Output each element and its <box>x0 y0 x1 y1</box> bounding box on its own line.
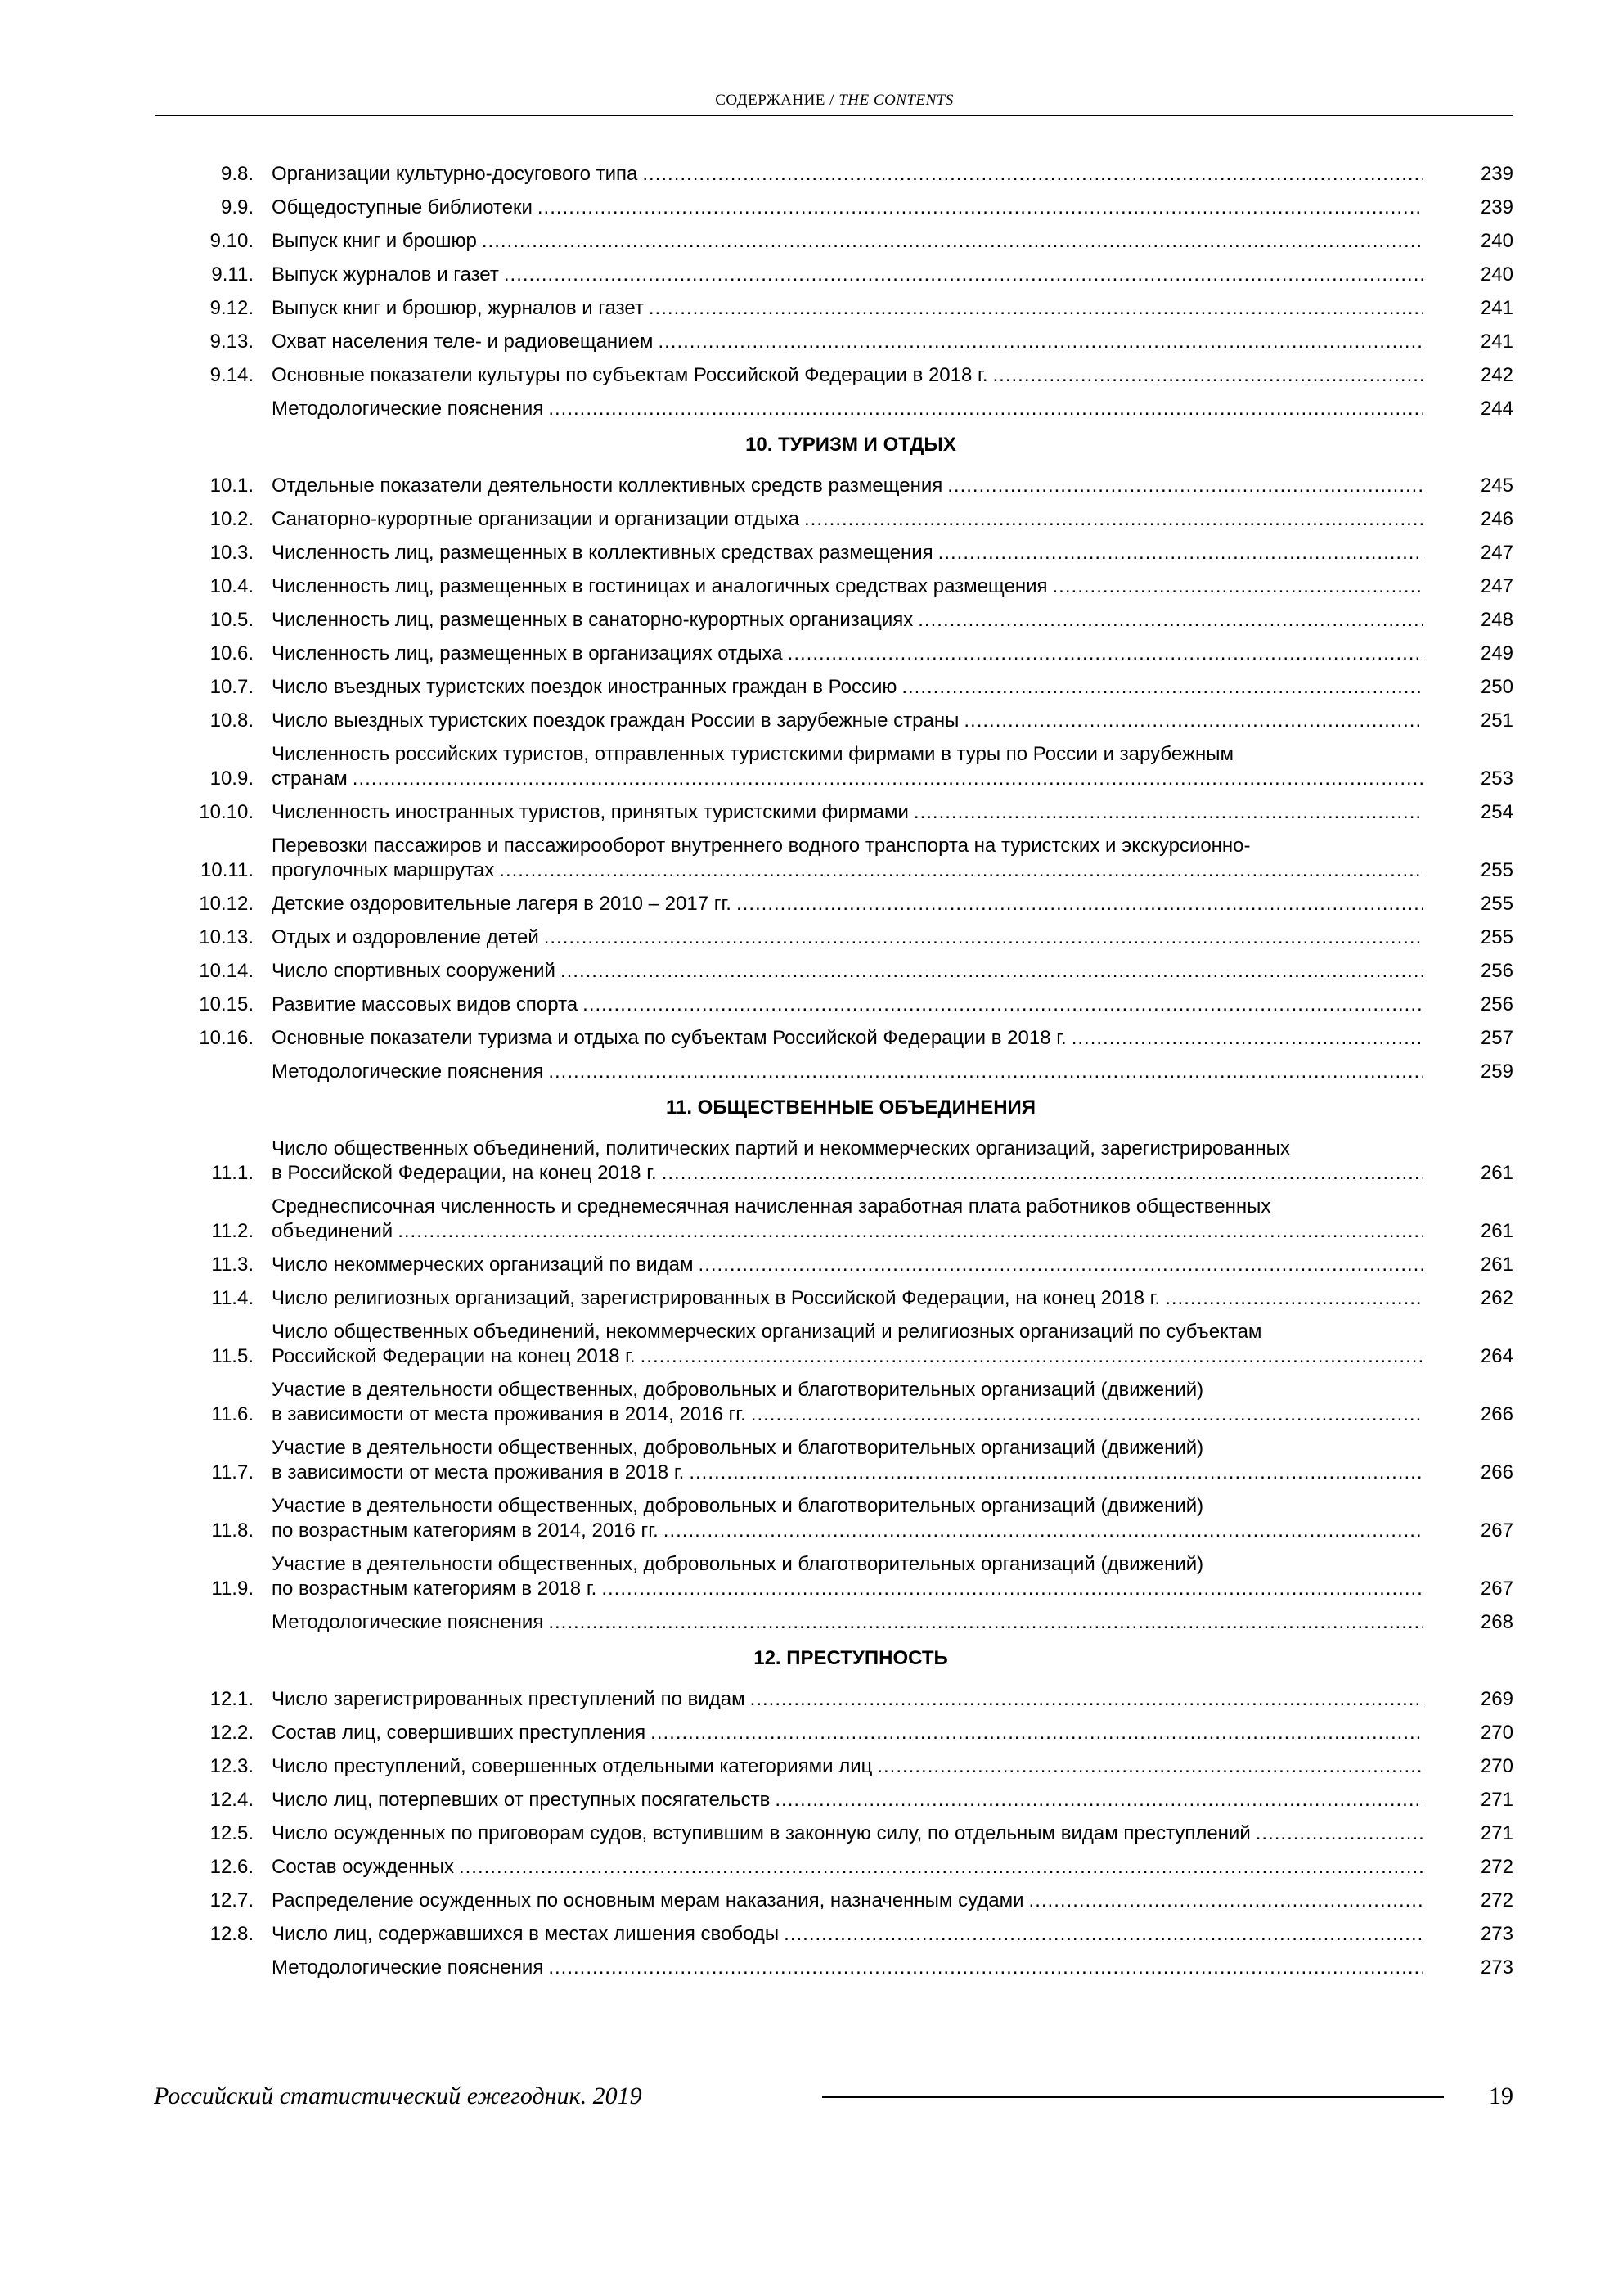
entry-page-number: 266 <box>1480 1461 1513 1483</box>
toc-entry[interactable] <box>155 675 1513 700</box>
entry-page-number: 248 <box>1480 609 1513 631</box>
entry-title-line: Российской Федерации на конец 2018 г. <box>272 1345 636 1367</box>
entry-title-line: Число зарегистрированных преступлений по видам <box>272 1688 745 1710</box>
dot-leader <box>459 1855 1423 1880</box>
entry-title-line: Число осужденных по приговорам судов, вступившим в законную силу, по отдельным видам преступлений <box>272 1822 1251 1844</box>
entry-title <box>272 1956 1423 1980</box>
dot-leader <box>353 767 1423 791</box>
entry-title-line: Число выездных туристских поездок граждан России в зарубежные страны <box>272 709 960 732</box>
dot-leader <box>642 162 1423 187</box>
entry-title <box>272 1610 1423 1635</box>
dot-leader <box>398 1219 1423 1244</box>
toc-entry[interactable] <box>155 330 1513 354</box>
dot-leader <box>699 1253 1423 1277</box>
entry-number: 11.8. <box>211 1519 254 1542</box>
entry-title-line: Распределение осужденных по основным мерам наказания, назначенным судами <box>272 1889 1024 1911</box>
entry-title-line: Методологические пояснения <box>272 1060 544 1083</box>
toc-entry[interactable] <box>155 397 1513 421</box>
entry-title <box>272 1922 1423 1947</box>
dot-leader <box>548 1060 1423 1084</box>
toc-entry[interactable] <box>155 1721 1513 1745</box>
section-heading: 11. ОБЩЕСТВЕННЫЕ ОБЪЕДИНЕНИЯ <box>665 1096 1036 1119</box>
entry-page-number: 261 <box>1480 1254 1513 1276</box>
toc-entry[interactable] <box>155 1436 1513 1485</box>
entry-title <box>272 959 1423 984</box>
entry-title-line: Выпуск книг и брошюр, журналов и газет <box>272 297 644 319</box>
toc-entry[interactable] <box>155 1195 1513 1244</box>
entry-title <box>272 1552 1423 1601</box>
entry-number: 11.7. <box>211 1461 254 1483</box>
entry-number: 10.13. <box>199 926 254 948</box>
toc-entry[interactable] <box>155 196 1513 220</box>
entry-page-number: 272 <box>1480 1889 1513 1911</box>
entry-number: 10.11. <box>200 859 254 881</box>
toc-entry[interactable] <box>155 800 1513 825</box>
entry-title-line: объединений <box>272 1220 393 1242</box>
dot-leader <box>1053 574 1423 599</box>
entry-title <box>272 834 1423 883</box>
toc-entry[interactable] <box>155 507 1513 532</box>
entry-page-number: 240 <box>1480 230 1513 252</box>
entry-page-number: 255 <box>1480 926 1513 948</box>
entry-title-line: по возрастным категориям в 2018 г. <box>272 1578 597 1600</box>
entry-number: 10.12. <box>199 893 254 915</box>
entry-number: 10.8. <box>209 709 254 732</box>
toc-entry[interactable] <box>155 363 1513 388</box>
entry-page-number: 249 <box>1480 642 1513 664</box>
header-en: THE CONTENTS <box>838 92 954 109</box>
toc-entry[interactable] <box>155 1788 1513 1812</box>
toc-entry[interactable] <box>155 1026 1513 1051</box>
entry-page-number: 267 <box>1480 1578 1513 1600</box>
entry-number: 9.8. <box>220 163 254 185</box>
entry-title <box>272 1721 1423 1745</box>
entry-page-number: 257 <box>1480 1027 1513 1049</box>
entry-title-line: прогулочных маршрутах <box>272 859 495 881</box>
dot-leader <box>914 800 1423 825</box>
entry-title-line: Отдых и оздоровление детей <box>272 926 539 948</box>
entry-page-number: 246 <box>1480 508 1513 530</box>
entry-page-number: 259 <box>1480 1060 1513 1083</box>
entry-page-number: 255 <box>1480 859 1513 881</box>
entry-number: 10.5. <box>209 609 254 631</box>
entry-page-number: 261 <box>1480 1220 1513 1242</box>
dot-leader <box>658 330 1423 354</box>
entry-page-number: 271 <box>1480 1822 1513 1844</box>
entry-title-line: Санаторно-курортные организации и организации отдыха <box>272 508 799 530</box>
entry-title <box>272 229 1423 254</box>
entry-title-line: Число общественных объединений, некоммерческих организаций и религиозных организаций по субъектам <box>272 1321 1262 1343</box>
entry-number: 12.8. <box>209 1923 254 1945</box>
entry-page-number: 247 <box>1480 575 1513 597</box>
dot-leader <box>544 925 1423 950</box>
entry-page-number: 251 <box>1480 709 1513 732</box>
entry-title-line: Основные показатели туризма и отдыха по субъектам Российской Федерации в 2018 г. <box>272 1027 1067 1049</box>
toc-entry[interactable] <box>155 925 1513 950</box>
entry-number: 9.10. <box>209 230 254 252</box>
entry-title <box>272 1855 1423 1880</box>
entry-title <box>272 1788 1423 1812</box>
entry-title <box>272 1687 1423 1712</box>
dot-leader <box>877 1754 1423 1779</box>
entry-title-line: Отдельные показатели деятельности коллективных средств размещения <box>272 475 943 497</box>
toc-entry[interactable] <box>155 1889 1513 1913</box>
entry-title <box>272 1137 1423 1186</box>
header-ru: СОДЕРЖАНИЕ / <box>715 92 834 109</box>
entry-number: 10.15. <box>199 993 254 1015</box>
entry-page-number: 244 <box>1480 398 1513 420</box>
dot-leader <box>582 993 1423 1017</box>
entry-title <box>272 474 1423 498</box>
entry-title-line: Численность лиц, размещенных в коллективных средствах размещения <box>272 542 933 564</box>
toc-entry[interactable] <box>155 1821 1513 1846</box>
entry-number: 9.14. <box>209 364 254 386</box>
dot-leader <box>650 1721 1423 1745</box>
entry-page-number: 255 <box>1480 893 1513 915</box>
entry-title-line: Методологические пояснения <box>272 1611 544 1633</box>
entry-title-line: Развитие массовых видов спорта <box>272 993 578 1015</box>
entry-title-line: Основные показатели культуры по субъектам Российской Федерации в 2018 г. <box>272 364 988 386</box>
toc-entry[interactable] <box>155 1922 1513 1947</box>
entry-title <box>272 196 1423 220</box>
dot-leader <box>1072 1026 1423 1051</box>
entry-page-number: 273 <box>1480 1923 1513 1945</box>
entry-page-number: 267 <box>1480 1519 1513 1542</box>
toc-entry[interactable] <box>155 1286 1513 1311</box>
toc-entry[interactable] <box>155 1754 1513 1779</box>
dot-leader <box>918 608 1423 633</box>
entry-number: 10.6. <box>209 642 254 664</box>
dot-leader <box>1256 1821 1423 1846</box>
entry-page-number: 262 <box>1480 1287 1513 1309</box>
entry-page-number: 240 <box>1480 263 1513 286</box>
footer-title: Российский статистический ежегодник. 2019 <box>154 2082 642 2109</box>
dot-leader <box>750 1687 1423 1712</box>
entry-number: 12.3. <box>209 1755 254 1777</box>
dot-leader <box>736 892 1423 916</box>
entry-number: 9.13. <box>209 331 254 353</box>
entry-number: 10.14. <box>199 960 254 982</box>
entry-title <box>272 1494 1423 1543</box>
entry-title-line: Методологические пояснения <box>272 398 544 420</box>
toc-entry[interactable] <box>155 1494 1513 1543</box>
entry-title-line: Выпуск книг и брошюр <box>272 230 477 252</box>
entry-title <box>272 263 1423 287</box>
entry-number: 11.2. <box>211 1220 254 1242</box>
entry-title <box>272 1754 1423 1779</box>
entry-title <box>272 363 1423 388</box>
entry-title <box>272 675 1423 700</box>
entry-number: 11.3. <box>211 1254 254 1276</box>
entry-title <box>272 925 1423 950</box>
entry-title <box>272 296 1423 321</box>
dot-leader <box>784 1922 1423 1947</box>
entry-title <box>272 574 1423 599</box>
entry-title <box>272 507 1423 532</box>
toc-entry[interactable] <box>155 1956 1513 1980</box>
entry-page-number: 250 <box>1480 676 1513 698</box>
dot-leader <box>649 296 1423 321</box>
dot-leader <box>537 196 1423 220</box>
dot-leader <box>947 474 1423 498</box>
entry-number: 12.6. <box>209 1856 254 1878</box>
entry-title <box>272 1060 1423 1084</box>
entry-title-line: Среднесписочная численность и среднемесячная начисленная заработная плата работников общественных <box>272 1195 1271 1218</box>
toc-entry[interactable] <box>155 1610 1513 1635</box>
entry-number: 9.9. <box>220 196 254 218</box>
entry-title <box>272 1253 1423 1277</box>
toc-entry[interactable] <box>155 1552 1513 1601</box>
dot-leader <box>499 858 1423 883</box>
entry-title <box>272 608 1423 633</box>
dot-leader <box>689 1461 1423 1485</box>
entry-number: 10.16. <box>199 1027 254 1049</box>
entry-page-number: 271 <box>1480 1789 1513 1811</box>
entry-number: 11.4. <box>211 1287 254 1309</box>
entry-number: 9.12. <box>209 297 254 319</box>
entry-title <box>272 1889 1423 1913</box>
dot-leader <box>504 263 1423 287</box>
entry-title <box>272 993 1423 1017</box>
entry-page-number: 272 <box>1480 1856 1513 1878</box>
toc-entry[interactable] <box>155 959 1513 984</box>
entry-title <box>272 742 1423 791</box>
entry-title-line: Численность лиц, размещенных в гостиницах и аналогичных средствах размещения <box>272 575 1048 597</box>
entry-number: 9.11. <box>211 263 254 286</box>
entry-number: 11.9. <box>211 1578 254 1600</box>
entry-page-number: 268 <box>1480 1611 1513 1633</box>
dot-leader <box>641 1344 1423 1369</box>
entry-title <box>272 1436 1423 1485</box>
entry-title-line: Состав осужденных <box>272 1856 454 1878</box>
entry-title-line: Перевозки пассажиров и пассажирооборот внутреннего водного транспорта на туристских и экскурсионно- <box>272 835 1251 857</box>
entry-page-number: 266 <box>1480 1403 1513 1425</box>
dot-leader <box>751 1402 1423 1427</box>
dot-leader <box>901 675 1423 700</box>
toc-entry[interactable] <box>155 993 1513 1017</box>
dot-leader <box>964 709 1423 733</box>
entry-title-line: Участие в деятельности общественных, добровольных и благотворительных организаций (движений) <box>272 1437 1204 1459</box>
dot-leader <box>560 959 1423 984</box>
header-rule <box>155 115 1513 116</box>
entry-title <box>272 709 1423 733</box>
toc-entry[interactable] <box>155 608 1513 633</box>
dot-leader <box>548 1610 1423 1635</box>
entry-title-line: в Российской Федерации, на конец 2018 г. <box>272 1162 657 1184</box>
entry-number: 10.7. <box>209 676 254 698</box>
entry-page-number: 239 <box>1480 196 1513 218</box>
entry-title-line: в зависимости от места проживания в 2018 г. <box>272 1461 685 1483</box>
running-header <box>155 92 1513 110</box>
toc-entry[interactable] <box>155 296 1513 321</box>
entry-title-line: Детские оздоровительные лагеря в 2010 – 2017 гг. <box>272 893 731 915</box>
entry-number: 10.2. <box>209 508 254 530</box>
entry-title <box>272 330 1423 354</box>
dot-leader <box>663 1519 1423 1543</box>
entry-title <box>272 1821 1423 1846</box>
entry-page-number: 273 <box>1480 1956 1513 1979</box>
entry-page-number: 245 <box>1480 475 1513 497</box>
entry-number: 10.3. <box>209 542 254 564</box>
table-of-contents <box>155 162 1513 1989</box>
entry-title <box>272 642 1423 666</box>
entry-title-line: Состав лиц, совершивших преступления <box>272 1722 646 1744</box>
entry-number: 12.7. <box>209 1889 254 1911</box>
dot-leader <box>548 397 1423 421</box>
entry-page-number: 270 <box>1480 1755 1513 1777</box>
entry-title-line: Число общественных объединений, политических партий и некоммерческих организаций, зарегистрированных <box>272 1137 1290 1159</box>
entry-page-number: 270 <box>1480 1722 1513 1744</box>
page-number: 19 <box>1489 2082 1513 2109</box>
section-heading: 12. ПРЕСТУПНОСТЬ <box>753 1647 948 1669</box>
dot-leader <box>993 363 1424 388</box>
entry-number: 11.1. <box>211 1162 254 1184</box>
entry-page-number: 239 <box>1480 163 1513 185</box>
entry-number: 10.4. <box>209 575 254 597</box>
toc-entry[interactable] <box>155 742 1513 791</box>
entry-number: 10.1. <box>209 475 254 497</box>
entry-title-line: Численность российских туристов, отправленных туристскими фирмами в туры по России и зарубежным <box>272 743 1234 765</box>
section-heading: 10. ТУРИЗМ И ОТДЫХ <box>745 434 956 456</box>
entry-title <box>272 800 1423 825</box>
dot-leader <box>788 642 1423 666</box>
entry-title-line: Число лиц, потерпевших от преступных посягательств <box>272 1789 771 1811</box>
entry-title-line: Число некоммерческих организаций по видам <box>272 1254 694 1276</box>
entry-title-line: Охват населения теле- и радиовещанием <box>272 331 654 353</box>
toc-entry[interactable] <box>155 709 1513 733</box>
entry-title-line: Участие в деятельности общественных, добровольных и благотворительных организаций (движений) <box>272 1553 1204 1575</box>
toc-entry[interactable] <box>155 1378 1513 1427</box>
dot-leader <box>548 1956 1423 1980</box>
entry-title-line: Численность иностранных туристов, принятых туристскими фирмами <box>272 801 909 823</box>
toc-entry[interactable] <box>155 474 1513 498</box>
entry-title-line: Организации культурно-досугового типа <box>272 163 638 185</box>
toc-entry[interactable] <box>155 574 1513 599</box>
entry-title-line: странам <box>272 768 348 790</box>
entry-title-line: Численность лиц, размещенных в организациях отдыха <box>272 642 783 664</box>
entry-title-line: в зависимости от места проживания в 2014, 2016 гг. <box>272 1403 746 1425</box>
entry-title <box>272 892 1423 916</box>
toc-entry[interactable] <box>155 541 1513 565</box>
entry-title <box>272 1378 1423 1427</box>
dot-leader <box>938 541 1423 565</box>
toc-entry[interactable] <box>155 1687 1513 1712</box>
entry-title-line: Численность лиц, размещенных в санаторно-курортных организациях <box>272 609 914 631</box>
entry-title-line: Выпуск журналов и газет <box>272 263 499 286</box>
entry-title-line: Методологические пояснения <box>272 1956 544 1979</box>
toc-entry[interactable] <box>155 1320 1513 1369</box>
entry-number: 12.4. <box>209 1789 254 1811</box>
toc-entry[interactable] <box>155 834 1513 883</box>
entry-number: 11.6. <box>211 1403 254 1425</box>
entry-page-number: 242 <box>1480 364 1513 386</box>
dot-leader <box>1165 1286 1423 1311</box>
toc-entry[interactable] <box>155 642 1513 666</box>
toc-entry[interactable] <box>155 1137 1513 1186</box>
toc-entry[interactable] <box>155 1855 1513 1880</box>
dot-leader <box>804 507 1423 532</box>
entry-title <box>272 1286 1423 1311</box>
entry-page-number: 241 <box>1480 297 1513 319</box>
dot-leader <box>662 1161 1423 1186</box>
entry-page-number: 264 <box>1480 1345 1513 1367</box>
entry-title <box>272 1195 1423 1244</box>
entry-title <box>272 162 1423 187</box>
entry-title <box>272 1026 1423 1051</box>
entry-title-line: Число лиц, содержавшихся в местах лишения свободы <box>272 1923 780 1945</box>
entry-page-number: 254 <box>1480 801 1513 823</box>
entry-page-number: 269 <box>1480 1688 1513 1710</box>
toc-entry[interactable] <box>155 1060 1513 1084</box>
entry-number: 12.1. <box>209 1688 254 1710</box>
entry-title-line: Общедоступные библиотеки <box>272 196 533 218</box>
entry-page-number: 247 <box>1480 542 1513 564</box>
entry-title-line: Число въездных туристских поездок иностранных граждан в Россию <box>272 676 897 698</box>
entry-title <box>272 1320 1423 1369</box>
toc-entry[interactable] <box>155 263 1513 287</box>
entry-page-number: 261 <box>1480 1162 1513 1184</box>
entry-page-number: 256 <box>1480 993 1513 1015</box>
entry-number: 12.2. <box>209 1722 254 1744</box>
toc-entry[interactable] <box>155 162 1513 187</box>
entry-title <box>272 397 1423 421</box>
entry-number: 11.5. <box>211 1345 254 1367</box>
dot-leader <box>482 229 1423 254</box>
dot-leader <box>1029 1889 1423 1913</box>
toc-entry[interactable] <box>155 892 1513 916</box>
entry-title-line: Число преступлений, совершенных отдельными категориями лиц <box>272 1755 873 1777</box>
footer-rule <box>822 2096 1444 2098</box>
dot-leader <box>601 1577 1423 1601</box>
dot-leader <box>775 1788 1423 1812</box>
entry-page-number: 241 <box>1480 331 1513 353</box>
toc-entry[interactable] <box>155 1253 1513 1277</box>
entry-title-line: по возрастным категориям в 2014, 2016 гг. <box>272 1519 659 1542</box>
toc-entry[interactable] <box>155 229 1513 254</box>
entry-title-line: Число религиозных организаций, зарегистрированных в Российской Федерации, на конец 2018 г. <box>272 1287 1161 1309</box>
entry-title-line: Участие в деятельности общественных, добровольных и благотворительных организаций (движений) <box>272 1379 1204 1401</box>
entry-page-number: 256 <box>1480 960 1513 982</box>
entry-title-line: Участие в деятельности общественных, добровольных и благотворительных организаций (движений) <box>272 1495 1204 1517</box>
entry-title-line: Число спортивных сооружений <box>272 960 555 982</box>
entry-number: 12.5. <box>209 1822 254 1844</box>
entry-title <box>272 541 1423 565</box>
entry-number: 10.10. <box>199 801 254 823</box>
entry-page-number: 253 <box>1480 768 1513 790</box>
entry-number: 10.9. <box>209 768 254 790</box>
